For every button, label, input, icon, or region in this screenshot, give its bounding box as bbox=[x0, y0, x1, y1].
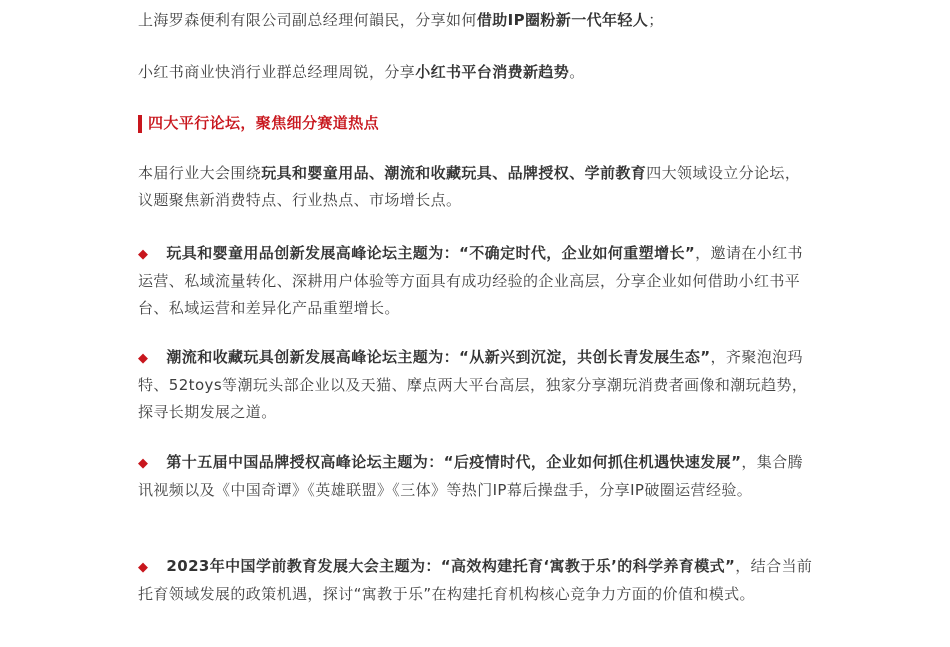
intro-paragraph-xiaohongshu bbox=[138, 59, 814, 86]
overview-suffix: 四大领域设立分论坛，议题聚焦新消费特点、行业热点、市场增长点。 bbox=[138, 164, 801, 209]
intro-text: 上海罗森便利有限公司副总经理何韻民，分享如何 bbox=[138, 11, 477, 29]
section-heading bbox=[138, 110, 379, 137]
forum-item bbox=[138, 449, 814, 504]
forum-item bbox=[138, 344, 814, 426]
diamond-bullet-icon: ◆ bbox=[138, 560, 149, 575]
diamond-bullet-icon: ◆ bbox=[138, 247, 149, 262]
forum-title: 2023年中国学前教育发展大会主题为：“高效构建托育‘寓教于乐’的科学养育模式” bbox=[166, 557, 736, 575]
diamond-bullet-icon: ◆ bbox=[138, 456, 149, 471]
overview-highlight: 玩具和婴童用品、潮流和收藏玩具、品牌授权、学前教育 bbox=[261, 164, 647, 182]
forum-description: ，结合当前托育领域发展的政策机遇，探讨“寓教于乐”在构建托育机构核心竞争力方面的价值和模式。 bbox=[138, 557, 813, 603]
overview-prefix: 本届行业大会围绕 bbox=[138, 164, 262, 182]
forum-description: ，邀请在小红书运营、私域流量转化、深耕用户体验等方面具有成功经验的企业高层，分享企业如何借助小红书平台、私域运营和差异化产品重塑增长。 bbox=[138, 244, 803, 317]
forum-item bbox=[138, 553, 814, 608]
section-accent-bar bbox=[138, 115, 142, 133]
forum-item bbox=[138, 240, 814, 322]
diamond-bullet-icon: ◆ bbox=[138, 351, 149, 366]
forum-description: ，齐聚泡泡玛特、52toys等潮玩头部企业以及天猫、摩点两大平台高层，独家分享潮玩消费者画像和潮玩趋势，探寻长期发展之道。 bbox=[138, 348, 808, 421]
forum-title: 第十五届中国品牌授权高峰论坛主题为：“后疫情时代，企业如何抓住机遇快速发展” bbox=[166, 453, 742, 471]
intro-paragraph-lawson bbox=[138, 7, 814, 34]
forum-title: 潮流和收藏玩具创新发展高峰论坛主题为：“从新兴到沉淀，共创长青发展生态” bbox=[166, 348, 711, 366]
intro-highlight: 小红书平台消费新趋势 bbox=[415, 63, 570, 81]
section-title: 四大平行论坛，聚焦细分赛道热点 bbox=[148, 114, 380, 132]
intro-punct: 。 bbox=[569, 63, 585, 81]
intro-text: 小红书商业快消行业群总经理周锐，分享 bbox=[138, 63, 416, 81]
forum-title: 玩具和婴童用品创新发展高峰论坛主题为：“不确定时代，企业如何重塑增长” bbox=[166, 244, 696, 262]
overview-paragraph bbox=[138, 160, 814, 214]
intro-highlight: 借助IP圈粉新一代年轻人 bbox=[476, 11, 649, 29]
forum-description: ，集合腾讯视频以及《中国奇谭》《英雄联盟》《三体》等热门IP幕后操盘手，分享IP破圈运营经验。 bbox=[138, 453, 803, 499]
intro-punct: ； bbox=[648, 11, 664, 29]
